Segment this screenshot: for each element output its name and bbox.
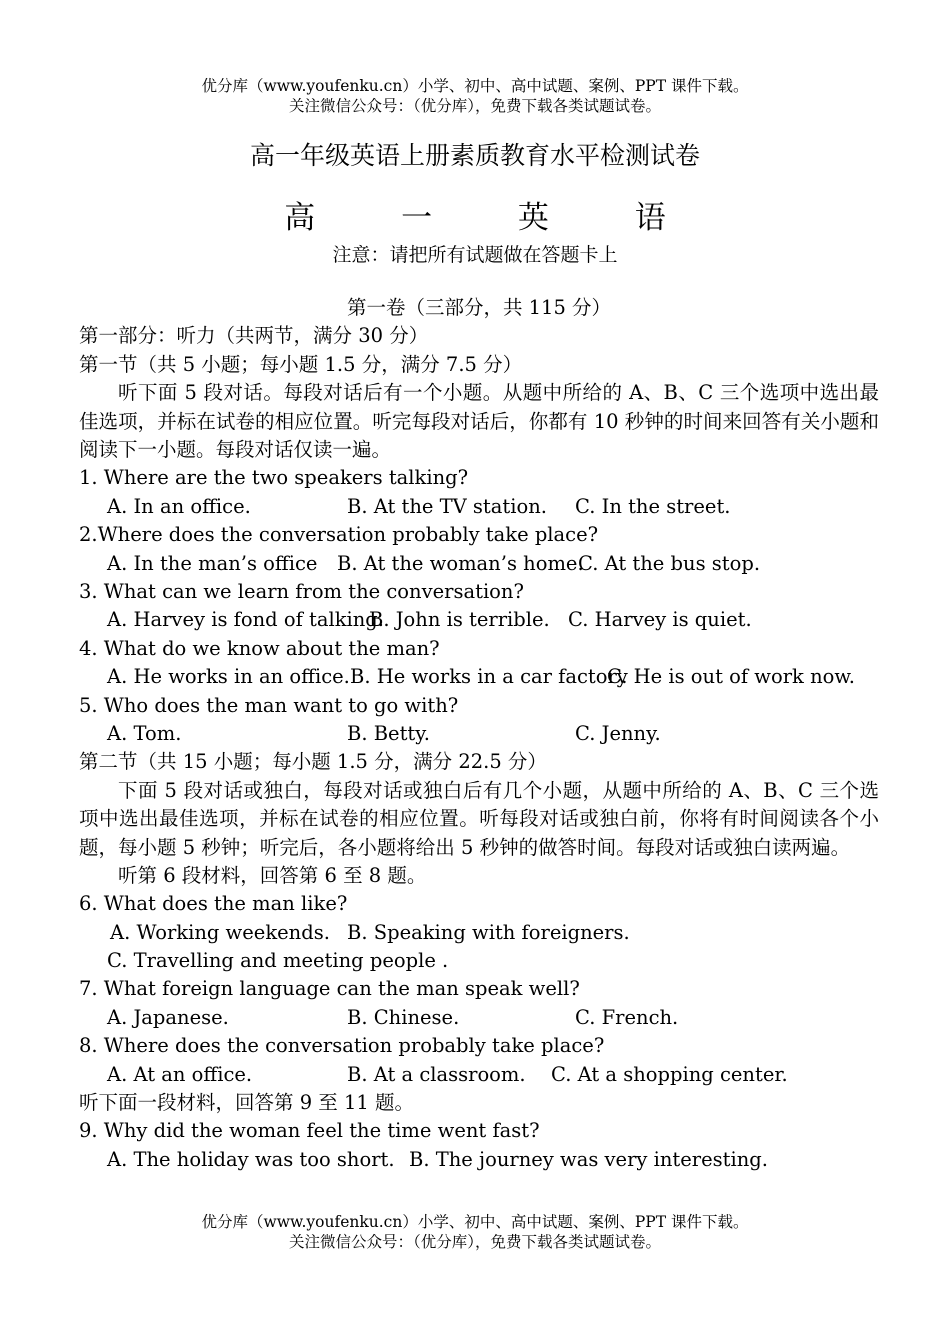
section1-instructions: 听下面 5 段对话。每段对话后有一个小题。从题中所给的 A、B、C 三个选项中选出最佳选项，并标在试卷的相应位置。听完每段对话后，你都有 10 秒钟的时间来回答有关小题和阅读下一小题。每段对话仅读一遍。 xyxy=(79,381,879,461)
section2-instructions: 下面 5 段对话或独白，每段对话或独白后有几个小题，从题中所给的 A、B、C 三个选项中选出最佳选项，并标在试卷的相应位置。听每段对话或独白前，你将有时间阅读各个小题，每小题 5 秒钟；听完后，各小题将给出 5 秒钟的做答时间。每段对话或独白读两遍。 xyxy=(79,778,879,859)
question-1-options xyxy=(79,493,879,521)
question-4-options xyxy=(79,663,879,691)
page-footer xyxy=(0,1212,950,1252)
question-1-stem: 1. Where are the two speakers talking? xyxy=(79,466,469,490)
q7-option-c: C. French. xyxy=(575,1005,679,1029)
question-6-options-row2 xyxy=(79,947,879,975)
volume-heading: 第一卷（三部分，共 115 分） xyxy=(346,296,612,319)
question-6-stem: 6. What does the man like? xyxy=(79,892,348,916)
q8-option-a: A. At an office. xyxy=(107,1062,253,1086)
header-line-1: 优分库（www.youfenku.cn）小学、初中、高中试题、案例、PPT 课件下载。 xyxy=(201,77,749,95)
question-4-stem: 4. What do we know about the man? xyxy=(79,636,440,660)
q1-option-b: B. At the TV station. xyxy=(347,494,547,518)
question-5-stem: 5. Who does the man want to go with? xyxy=(79,693,459,717)
q4-option-b: B. He works in a car factory xyxy=(350,665,628,689)
exam-title: 高一年级英语上册素质教育水平检测试卷 xyxy=(249,141,700,170)
header-line-2: 关注微信公众号：（优分库），免费下载各类试题试卷。 xyxy=(288,97,661,115)
q4-option-a: A. He works in an office. xyxy=(107,665,350,689)
question-9-stem: 9. Why did the woman feel the time went fast? xyxy=(79,1119,540,1143)
section2-heading: 第二节（共 15 小题；每小题 1.5 分，满分 22.5 分） xyxy=(79,750,547,774)
q2-option-b: B. At the woman’s home. xyxy=(337,551,584,575)
q9-option-b: B. The journey was very interesting. xyxy=(409,1147,768,1171)
q5-option-c: C. Jenny. xyxy=(575,721,661,745)
q2-option-c: C. At the bus stop. xyxy=(578,551,761,575)
question-9-options xyxy=(79,1146,879,1174)
q8-option-b: B. At a classroom. xyxy=(347,1062,526,1086)
q3-option-c: C. Harvey is quiet. xyxy=(568,608,752,632)
q5-option-b: B. Betty. xyxy=(347,721,430,745)
q6-option-b: B. Speaking with foreigners. xyxy=(347,920,630,944)
question-7-options xyxy=(79,1004,879,1032)
q2-option-a: A. In the man’s office xyxy=(107,551,318,575)
question-2-stem: 2.Where does the conversation probably take place? xyxy=(79,523,599,547)
q3-option-a: A. Harvey is fond of talking. xyxy=(107,608,384,632)
question-8-options xyxy=(79,1061,879,1089)
question-2-options xyxy=(79,550,879,578)
q1-option-c: C. In the street. xyxy=(575,494,731,518)
q7-option-b: B. Chinese. xyxy=(347,1005,460,1029)
q3-option-b: B. John is terrible. xyxy=(369,608,550,632)
q1-option-a: A. In an office. xyxy=(107,494,251,518)
q6-option-a: A. Working weekends. xyxy=(110,920,330,944)
material-7-instruction: 听下面一段材料，回答第 9 至 11 题。 xyxy=(79,1091,415,1115)
material-6-instruction: 听第 6 段材料，回答第 6 至 8 题。 xyxy=(118,863,427,887)
exam-subtitle: 高 一 英 语 xyxy=(284,200,704,236)
footer-line-2: 关注微信公众号：（优分库），免费下载各类试题试卷。 xyxy=(288,1233,661,1251)
q8-option-c: C. At a shopping center. xyxy=(551,1062,788,1086)
exam-body xyxy=(79,294,879,1174)
section1-heading: 第一节（共 5 小题；每小题 1.5 分，满分 7.5 分） xyxy=(79,352,523,376)
q5-option-a: A. Tom. xyxy=(107,721,182,745)
question-5-options xyxy=(79,720,879,748)
q9-option-a: A. The holiday was too short. xyxy=(107,1147,395,1171)
q6-option-c: C. Travelling and meeting people . xyxy=(107,949,449,973)
q7-option-a: A. Japanese. xyxy=(107,1005,229,1029)
q4-option-c: C. He is out of work now. xyxy=(607,665,855,689)
question-6-options-row1 xyxy=(79,919,879,947)
footer-line-1: 优分库（www.youfenku.cn）小学、初中、高中试题、案例、PPT 课件下载。 xyxy=(201,1213,749,1231)
exam-notice: 注意：请把所有试题做在答题卡上 xyxy=(332,244,618,266)
question-3-options xyxy=(79,606,879,634)
question-3-stem: 3. What can we learn from the conversation? xyxy=(79,579,524,603)
page-header xyxy=(0,76,950,116)
question-7-stem: 7. What foreign language can the man speak well? xyxy=(79,977,580,1001)
question-8-stem: 8. Where does the conversation probably take place? xyxy=(79,1034,605,1058)
part1-heading: 第一部分：听力（共两节，满分 30 分） xyxy=(79,324,429,348)
